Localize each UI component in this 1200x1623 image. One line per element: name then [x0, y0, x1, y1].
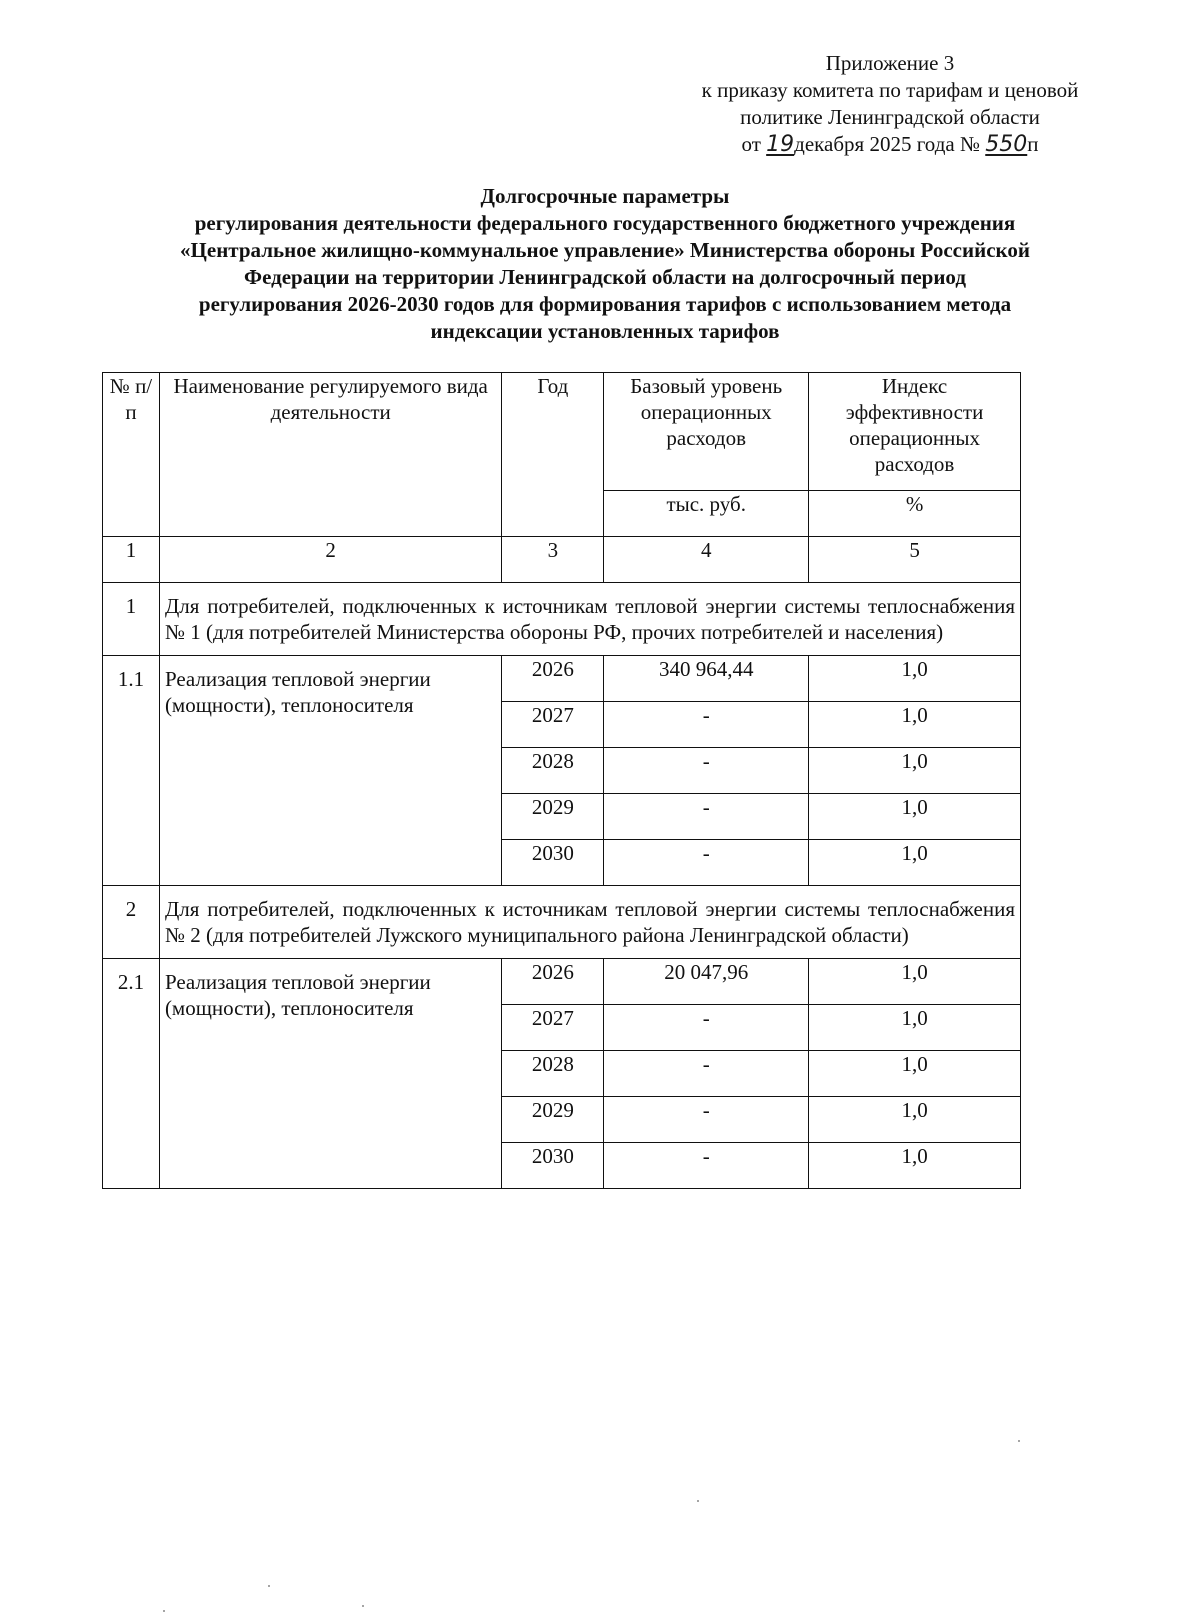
order-reference-line-2: политике Ленинградской области [740, 105, 1040, 129]
year-cell: 2028 [502, 748, 604, 794]
efficiency-index-cell: 1,0 [809, 840, 1021, 886]
year-cell: 2026 [502, 959, 604, 1005]
unit-efficiency-index: % [809, 491, 1021, 537]
table-row [103, 656, 1021, 702]
table-row [103, 959, 1021, 1005]
item-number: 2.1 [103, 959, 160, 1189]
header-year: Год [502, 373, 604, 537]
header-efficiency-index: Индекс эффективности операционных расходов [809, 373, 1021, 491]
item-activity-name: Реализация тепловой энергии (мощности), теплоносителя [159, 656, 501, 886]
base-level-cell: - [604, 748, 809, 794]
scan-speck [362, 1605, 364, 1607]
efficiency-index-cell: 1,0 [809, 959, 1021, 1005]
column-numbers-row [103, 537, 1021, 583]
header-num: № п/п [103, 373, 160, 537]
section-row [103, 886, 1021, 959]
header-activity: Наименование регулируемого вида деятельности [159, 373, 501, 537]
year-cell: 2027 [502, 702, 604, 748]
year-cell: 2026 [502, 656, 604, 702]
item-number: 1.1 [103, 656, 160, 886]
section-description: Для потребителей, подключенных к источникам тепловой энергии системы теплоснабжения № 2 (для потребителей Лужского муниципального района Ленинградской области) [159, 886, 1020, 959]
document-title [90, 183, 1120, 345]
handwritten-day: 19 [766, 132, 795, 157]
base-level-cell: 340 964,44 [604, 656, 809, 702]
title-line-1: Долгосрочные параметры [480, 184, 730, 208]
title-line-6: индексации установленных тарифов [430, 319, 780, 343]
column-number: 1 [103, 537, 160, 583]
base-level-cell: - [604, 1097, 809, 1143]
scan-speck [1018, 1440, 1020, 1442]
appendix-number: Приложение 3 [825, 51, 955, 75]
column-number: 4 [604, 537, 809, 583]
title-line-2: регулирования деятельности федерального государственного бюджетного учреждения [194, 211, 1016, 235]
year-cell: 2028 [502, 1051, 604, 1097]
base-level-cell: - [604, 1005, 809, 1051]
item-activity-name: Реализация тепловой энергии (мощности), теплоносителя [159, 959, 501, 1189]
efficiency-index-cell: 1,0 [809, 702, 1021, 748]
base-level-cell: - [604, 840, 809, 886]
efficiency-index-cell: 1,0 [809, 748, 1021, 794]
date-rest: декабря 2025 года № [794, 132, 980, 156]
efficiency-index-cell: 1,0 [809, 656, 1021, 702]
section-number: 2 [103, 886, 160, 959]
efficiency-index-cell: 1,0 [809, 1051, 1021, 1097]
efficiency-index-cell: 1,0 [809, 794, 1021, 840]
year-cell: 2030 [502, 1143, 604, 1189]
column-number: 3 [502, 537, 604, 583]
base-level-cell: 20 047,96 [604, 959, 809, 1005]
efficiency-index-cell: 1,0 [809, 1143, 1021, 1189]
efficiency-index-cell: 1,0 [809, 1097, 1021, 1143]
scan-speck [163, 1610, 165, 1612]
column-number: 2 [159, 537, 501, 583]
scan-speck [697, 1500, 699, 1502]
table-header-row [103, 373, 1021, 491]
title-line-3: «Центральное жилищно-коммунальное управление» Министерства обороны Российской [180, 238, 1030, 262]
date-prefix: от [741, 132, 761, 156]
year-cell: 2029 [502, 794, 604, 840]
year-cell: 2030 [502, 840, 604, 886]
appendix-header [620, 50, 1160, 158]
base-level-cell: - [604, 794, 809, 840]
header-base-level: Базовый уровень операционных расходов [604, 373, 809, 491]
parameters-table [102, 372, 1021, 1189]
base-level-cell: - [604, 702, 809, 748]
section-description: Для потребителей, подключенных к источникам тепловой энергии системы теплоснабжения № 1 (для потребителей Министерства обороны РФ, прочих потребителей и населения) [159, 583, 1020, 656]
section-row [103, 583, 1021, 656]
efficiency-index-cell: 1,0 [809, 1005, 1021, 1051]
base-level-cell: - [604, 1051, 809, 1097]
order-reference-line-1: к приказу комитета по тарифам и ценовой [701, 78, 1079, 102]
section-number: 1 [103, 583, 160, 656]
title-line-4: Федерации на территории Ленинградской области на долгосрочный период [244, 265, 966, 289]
column-number: 5 [809, 537, 1021, 583]
scan-speck [268, 1585, 270, 1587]
order-date-line [620, 131, 1160, 158]
year-cell: 2029 [502, 1097, 604, 1143]
order-suffix: п [1027, 132, 1039, 156]
handwritten-order-number: 550 [985, 132, 1028, 157]
year-cell: 2027 [502, 1005, 604, 1051]
title-line-5: регулирования 2026-2030 годов для формирования тарифов с использованием метода [198, 292, 1012, 316]
unit-base-level: тыс. руб. [604, 491, 809, 537]
base-level-cell: - [604, 1143, 809, 1189]
